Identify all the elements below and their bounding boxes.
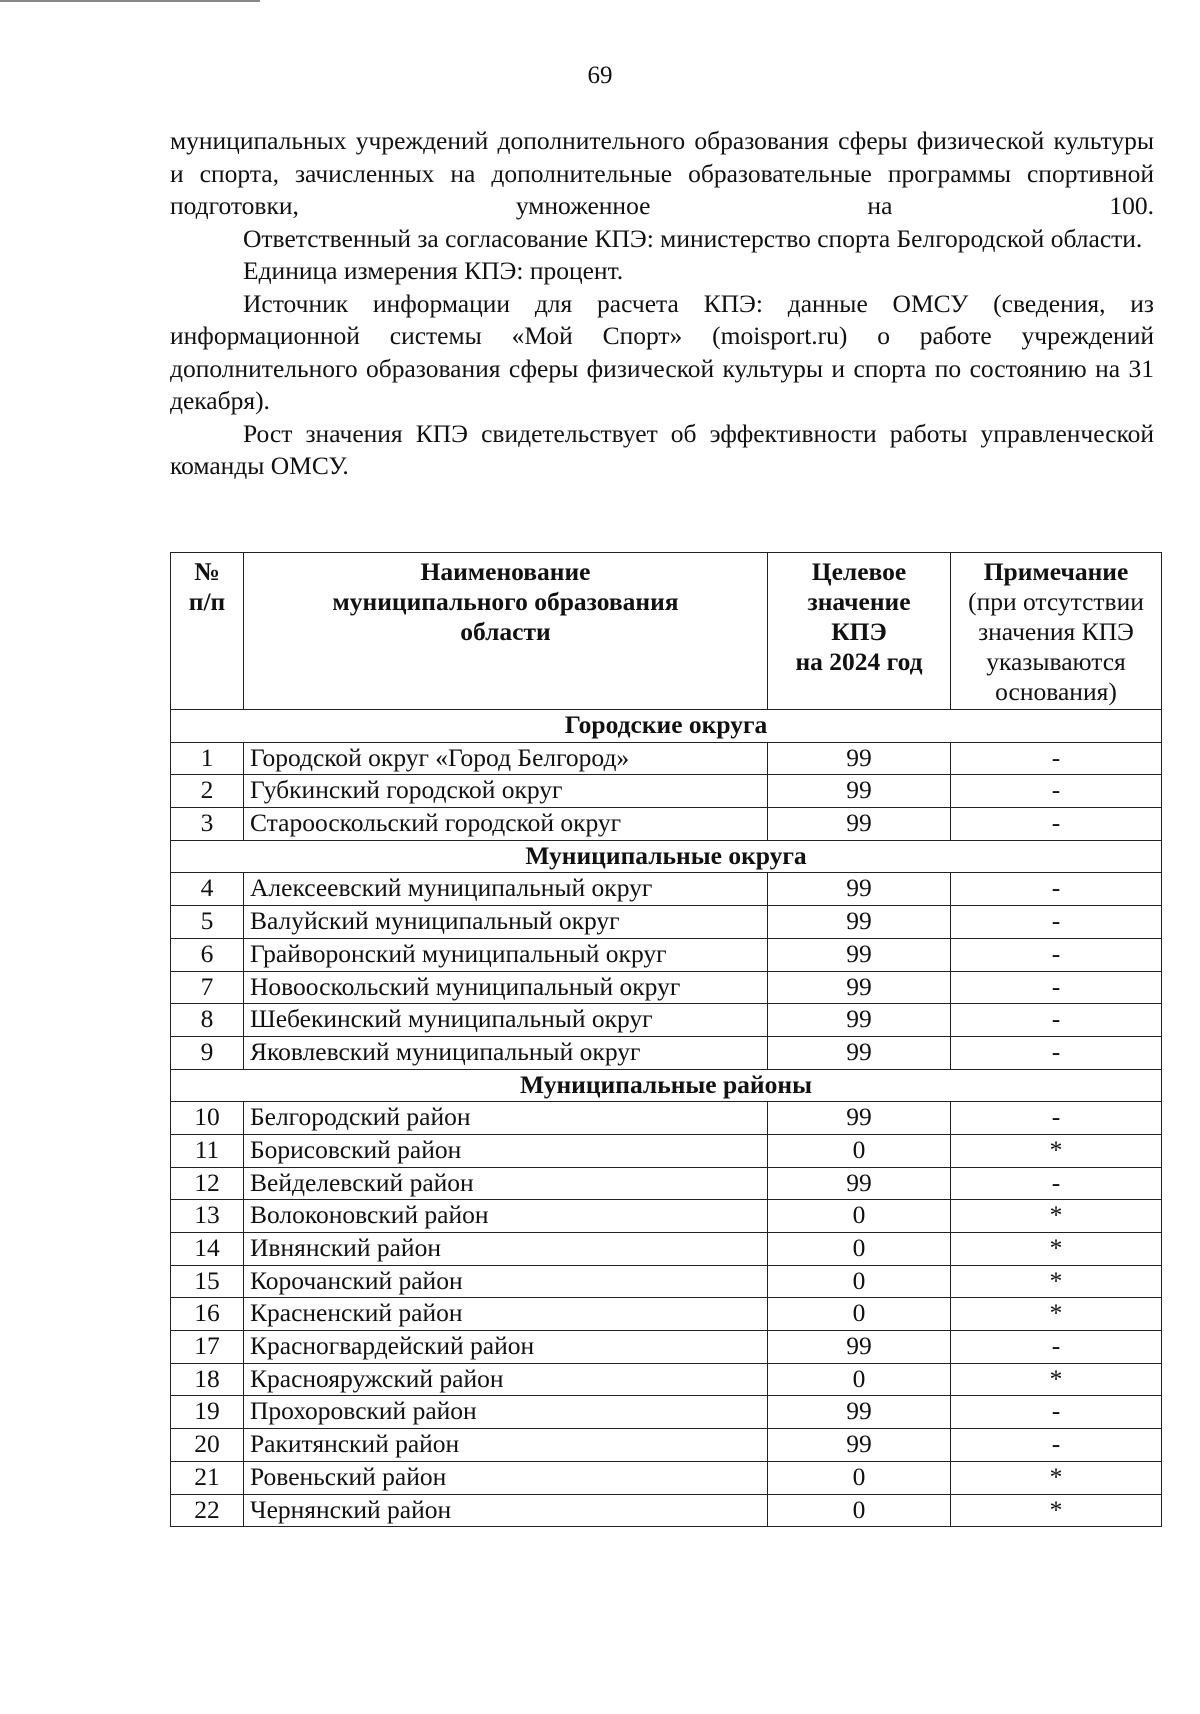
section-row xyxy=(171,840,1162,873)
row-note: - xyxy=(951,1429,1162,1462)
row-number: 6 xyxy=(171,938,244,971)
row-number: 15 xyxy=(171,1265,244,1298)
table-row xyxy=(171,1494,1162,1527)
municipality-name: Новооскольский муниципальный округ xyxy=(244,971,768,1004)
kpe-table xyxy=(170,552,1162,1527)
row-note: * xyxy=(951,1363,1162,1396)
table-row xyxy=(171,1265,1162,1298)
target-value: 0 xyxy=(768,1494,951,1527)
row-note: - xyxy=(951,1004,1162,1037)
table-row xyxy=(171,808,1162,841)
paragraph-source: Источник информации для расчета КПЭ: данные ОМСУ (сведения, из информационной системы «Мой Спорт» (moisport.ru) о работе учреждений дополнительного образования сферы физической культуры и спорта по состоянию на 31 декабря). xyxy=(170,288,1154,415)
scan-edge-mark xyxy=(0,0,260,2)
table-header-row xyxy=(171,553,1162,710)
target-value: 99 xyxy=(768,971,951,1004)
municipality-name: Яковлевский муниципальный округ xyxy=(244,1036,768,1069)
table-row xyxy=(171,775,1162,808)
row-note: - xyxy=(951,775,1162,808)
row-number: 8 xyxy=(171,1004,244,1037)
row-note: * xyxy=(951,1200,1162,1233)
table-row xyxy=(171,1036,1162,1069)
municipality-name: Городской округ «Город Белгород» xyxy=(244,742,768,775)
target-value: 99 xyxy=(768,1167,951,1200)
row-number: 11 xyxy=(171,1134,244,1167)
row-number: 20 xyxy=(171,1429,244,1462)
table-body xyxy=(171,710,1162,1527)
target-value: 99 xyxy=(768,808,951,841)
table-row xyxy=(171,1004,1162,1037)
table-row xyxy=(171,1102,1162,1135)
row-number: 18 xyxy=(171,1363,244,1396)
section-row xyxy=(171,1069,1162,1102)
row-number: 19 xyxy=(171,1396,244,1429)
municipality-name: Прохоровский район xyxy=(244,1396,768,1429)
row-number: 9 xyxy=(171,1036,244,1069)
table-row xyxy=(171,1363,1162,1396)
row-note: - xyxy=(951,938,1162,971)
row-note: - xyxy=(951,808,1162,841)
target-value: 0 xyxy=(768,1134,951,1167)
paragraph-formula-continuation: муниципальных учреждений дополнительного образования сферы физической культуры и спорта, зачисленных на дополнительные образовательные программы спортивной подготовки, умноженное на 100. xyxy=(170,126,1154,220)
row-note: - xyxy=(951,1331,1162,1364)
municipality-name: Чернянский район xyxy=(244,1494,768,1527)
target-value: 99 xyxy=(768,1429,951,1462)
header-note: Примечание (при отсутствии значения КПЭ указываются основания) xyxy=(951,553,1162,710)
row-note: - xyxy=(951,1396,1162,1429)
municipality-name: Волоконовский район xyxy=(244,1200,768,1233)
row-number: 14 xyxy=(171,1233,244,1266)
section-title: Муниципальные районы xyxy=(171,1069,1162,1102)
municipality-name: Ровеньский район xyxy=(244,1461,768,1494)
row-number: 2 xyxy=(171,775,244,808)
table-row xyxy=(171,1233,1162,1266)
row-note: * xyxy=(951,1298,1162,1331)
target-value: 99 xyxy=(768,938,951,971)
target-value: 0 xyxy=(768,1298,951,1331)
municipality-name: Вейделевский район xyxy=(244,1167,768,1200)
paragraph-growth: Рост значения КПЭ свидетельствует об эффективности работы управленческой команды ОМСУ. xyxy=(170,418,1154,480)
table-row xyxy=(171,742,1162,775)
row-number: 21 xyxy=(171,1461,244,1494)
row-number: 4 xyxy=(171,873,244,906)
row-number: 16 xyxy=(171,1298,244,1331)
municipality-name: Краснояружский район xyxy=(244,1363,768,1396)
row-number: 22 xyxy=(171,1494,244,1527)
target-value: 0 xyxy=(768,1265,951,1298)
paragraph-responsible: Ответственный за согласование КПЭ: министерство спорта Белгородской области. xyxy=(243,223,1143,253)
row-note: * xyxy=(951,1265,1162,1298)
target-value: 99 xyxy=(768,1004,951,1037)
paragraph-unit: Единица измерения КПЭ: процент. xyxy=(243,256,624,285)
row-number: 7 xyxy=(171,971,244,1004)
body-text xyxy=(170,125,1154,483)
row-note: * xyxy=(951,1134,1162,1167)
row-number: 17 xyxy=(171,1331,244,1364)
row-number: 5 xyxy=(171,906,244,939)
target-value: 0 xyxy=(768,1363,951,1396)
row-number: 12 xyxy=(171,1167,244,1200)
municipality-name: Белгородский район xyxy=(244,1102,768,1135)
table-row xyxy=(171,1134,1162,1167)
municipality-name: Ивнянский район xyxy=(244,1233,768,1266)
table-row xyxy=(171,1298,1162,1331)
municipality-name: Шебекинский муниципальный округ xyxy=(244,1004,768,1037)
municipality-name: Губкинский городской округ xyxy=(244,775,768,808)
municipality-name: Алексеевский муниципальный округ xyxy=(244,873,768,906)
row-note: - xyxy=(951,1167,1162,1200)
table-row xyxy=(171,938,1162,971)
table-row xyxy=(171,1461,1162,1494)
table-row xyxy=(171,1396,1162,1429)
section-row xyxy=(171,710,1162,743)
municipality-name: Грайворонский муниципальный округ xyxy=(244,938,768,971)
municipality-name: Старооскольский городской округ xyxy=(244,808,768,841)
row-note: - xyxy=(951,971,1162,1004)
target-value: 99 xyxy=(768,906,951,939)
table-row xyxy=(171,971,1162,1004)
table-row xyxy=(171,1331,1162,1364)
table-row xyxy=(171,906,1162,939)
target-value: 99 xyxy=(768,1331,951,1364)
header-num: № п/п xyxy=(171,553,244,710)
municipality-name: Ракитянский район xyxy=(244,1429,768,1462)
row-number: 3 xyxy=(171,808,244,841)
row-note: - xyxy=(951,906,1162,939)
row-number: 10 xyxy=(171,1102,244,1135)
table-row xyxy=(171,1200,1162,1233)
page-number: 69 xyxy=(587,62,613,89)
target-value: 0 xyxy=(768,1461,951,1494)
header-target-value: Целевое значение КПЭ на 2024 год xyxy=(768,553,951,710)
municipality-name: Красногвардейский район xyxy=(244,1331,768,1364)
row-note: - xyxy=(951,742,1162,775)
row-note: - xyxy=(951,1102,1162,1135)
target-value: 99 xyxy=(768,775,951,808)
target-value: 0 xyxy=(768,1200,951,1233)
target-value: 99 xyxy=(768,742,951,775)
target-value: 0 xyxy=(768,1233,951,1266)
table-row xyxy=(171,1167,1162,1200)
row-number: 13 xyxy=(171,1200,244,1233)
table-row xyxy=(171,873,1162,906)
target-value: 99 xyxy=(768,873,951,906)
row-note: * xyxy=(951,1494,1162,1527)
target-value: 99 xyxy=(768,1396,951,1429)
row-note: - xyxy=(951,1036,1162,1069)
target-value: 99 xyxy=(768,1036,951,1069)
municipality-name: Валуйский муниципальный округ xyxy=(244,906,768,939)
row-note: - xyxy=(951,873,1162,906)
municipality-name: Корочанский район xyxy=(244,1265,768,1298)
section-title: Муниципальные округа xyxy=(171,840,1162,873)
section-title: Городские округа xyxy=(171,710,1162,743)
header-name: Наименование муниципального образования области xyxy=(244,553,768,710)
row-note: * xyxy=(951,1233,1162,1266)
table-row xyxy=(171,1429,1162,1462)
row-note: * xyxy=(951,1461,1162,1494)
municipality-name: Борисовский район xyxy=(244,1134,768,1167)
row-number: 1 xyxy=(171,742,244,775)
target-value: 99 xyxy=(768,1102,951,1135)
municipality-name: Красненский район xyxy=(244,1298,768,1331)
